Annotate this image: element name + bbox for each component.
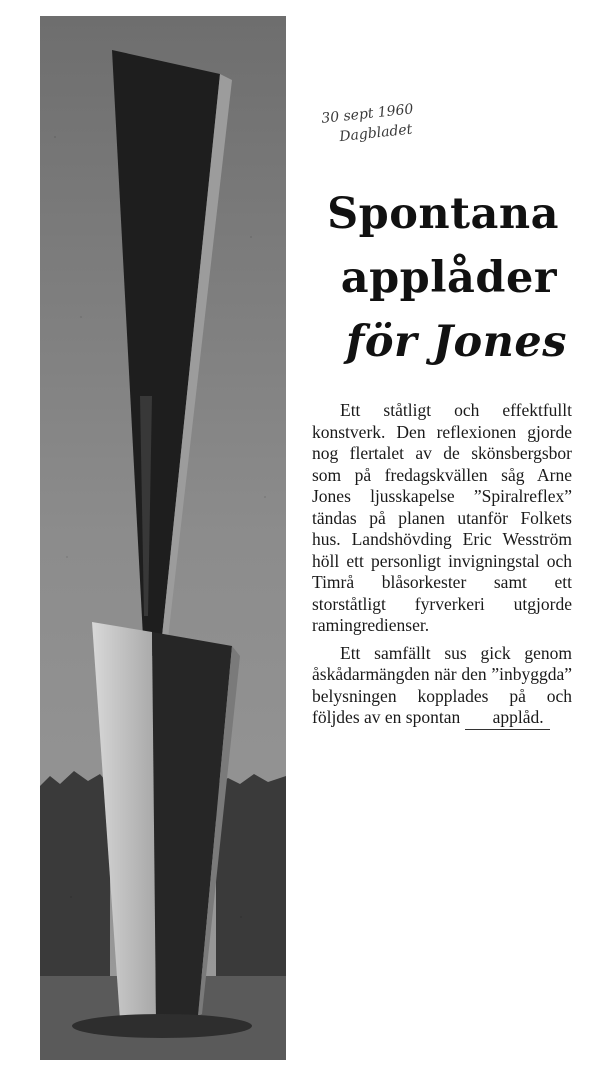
sculpture-photo: [40, 16, 286, 1060]
article-paragraph-1: Ett ståtligt och effektfullt konstverk. Den reflexionen gjorde nog flertalet av de skönsbergsbor som på fredagskvällen såg Arne Jones ljusskapelse ”Spiralreflex” tändas på planen utanför Folkets hus. Landshövding Eric Wesström höll ett personligt invigningstal och Timrå blåsorkester samt ett storståtligt fyrverkeri utgjorde ramingredienser.: [312, 400, 572, 635]
article-paragraph-2-end: applåd.: [465, 707, 550, 730]
headline-line-3: för Jones: [345, 317, 567, 367]
article-body: [312, 400, 572, 736]
headline: [312, 182, 577, 374]
article-paragraph-2-text: Ett samfällt sus gick genom åskådarmängden när den ”inbyggda” belysningen kopplades på och följdes av en spontan: [312, 642, 572, 727]
headline-line-1: Spontana: [327, 189, 559, 239]
article-paragraph-2: [312, 643, 572, 730]
handwritten-source: Dagbladet: [338, 121, 414, 146]
handwritten-date: 30 sept 1960: [320, 101, 415, 127]
handwritten-date-note: [320, 91, 493, 149]
headline-line-2: applåder: [340, 253, 557, 303]
